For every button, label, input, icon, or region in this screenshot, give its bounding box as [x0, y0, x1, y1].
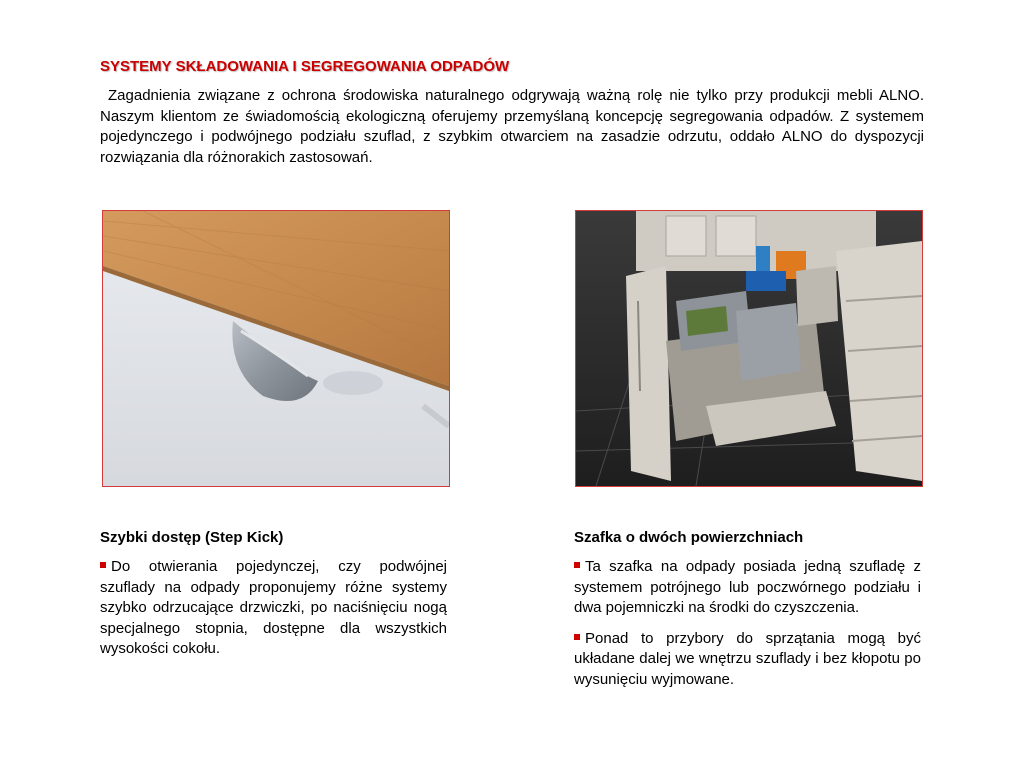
bullet-square-icon [574, 634, 580, 640]
step-kick-heading: Szybki dostęp (Step Kick) [100, 529, 284, 546]
bullet-square-icon [574, 562, 580, 568]
cabinet-bullet-1: Ta szafka na odpady posiada jedną szufladę z systemem potrójnego lub poczwórnego podziału i dwa pojemniczki na środki do czyszczenia. [574, 558, 921, 616]
page-title: SYSTEMY SKŁADOWANIA I SEGREGOWANIA ODPADÓW [100, 58, 510, 75]
two-surface-cabinet-section [574, 529, 921, 700]
two-surface-cabinet-heading: Szafka o dwóch powierzchniach [574, 529, 804, 546]
step-kick-bullet: Do otwierania pojedynczej, czy podwójnej szuflady na odpady proponujemy różne systemy szybko odrzucające drzwiczki, po naciśnięciu nogą specjalnego stopnia, dostępne dla wszystkich wysokości cokołu. [100, 558, 447, 657]
step-kick-photo [102, 210, 450, 487]
cabinet-bullet-2: Ponad to przybory do sprzątania mogą być układane dalej we wnętrzu szuflady i bez kłopotu po wysunięciu wyjmowane. [574, 629, 921, 688]
intro-paragraph: Zagadnienia związane z ochrona środowiska naturalnego odgrywają ważną rolę nie tylko przy produkcji mebli ALNO. Naszym klientom ze świadomością ekologiczną oferujemy przemyślaną koncepcję segregowania odpadów. Z systemem pojedynczego i podwójnego podziału szuflad, z szybkim otwarciem na zasadzie odrzutu, oddało ALNO do dyspozycji rozwiązania dla różnorakich zastosowań. [100, 87, 924, 166]
step-kick-section [100, 529, 447, 670]
waste-drawer-photo [575, 210, 923, 487]
bullet-square-icon [100, 562, 106, 568]
